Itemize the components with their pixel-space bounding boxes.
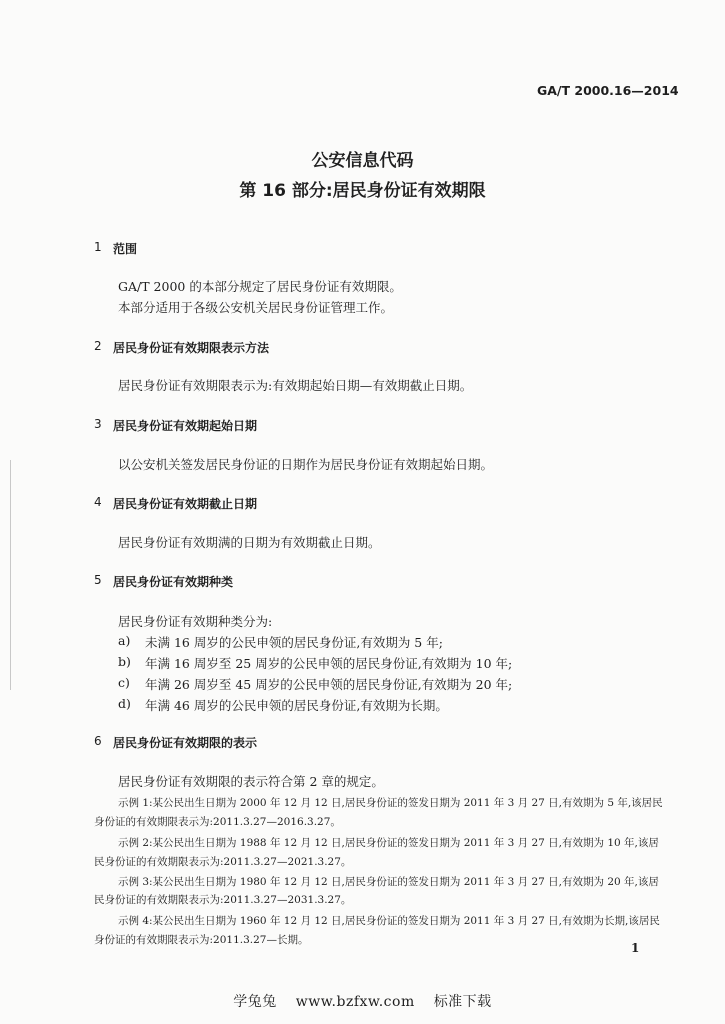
example-2-line-2: 民身份证的有效期限表示为:2011.3.27—2021.3.27。 [94, 856, 352, 868]
section-5-paragraph-1: 居民身份证有效期种类分为: [118, 614, 273, 629]
example-4-line-1: 示例 4:某公民出生日期为 1960 年 12 月 12 日,居民身份证的签发日期为 2011 年 3 月 27 日,有效期为长期,该居民 [118, 915, 660, 927]
section-6-number: 6 [94, 734, 102, 748]
example-4-line-2: 身份证的有效期限表示为:2011.3.27—长期。 [94, 934, 309, 946]
list-item-text: 年满 46 周岁的公民申领的居民身份证,有效期为长期。 [145, 698, 448, 713]
footer-tagline: 标准下载 [433, 994, 492, 1010]
section-4-number: 4 [94, 495, 102, 509]
section-6-paragraph-1: 居民身份证有效期限的表示符合第 2 章的规定。 [118, 774, 384, 789]
section-3-paragraph-1: 以公安机关签发居民身份证的日期作为居民身份证有效期起始日期。 [118, 457, 494, 472]
scan-edge-line [10, 460, 11, 690]
section-3-heading: 居民身份证有效期起始日期 [113, 419, 258, 433]
section-5-heading: 居民身份证有效期种类 [113, 575, 234, 589]
example-3-line-2: 民身份证的有效期限表示为:2011.3.27—2031.3.27。 [94, 894, 352, 906]
footer-url[interactable]: www.bzfxw.com [295, 994, 415, 1010]
list-item-marker: a) [118, 633, 131, 648]
section-1-paragraph-2: 本部分适用于各级公安机关居民身份证管理工作。 [118, 300, 394, 315]
list-item-text: 年满 16 周岁至 25 周岁的公民申领的居民身份证,有效期为 10 年; [145, 656, 513, 671]
section-6-heading: 居民身份证有效期限的表示 [113, 736, 258, 750]
section-2-heading: 居民身份证有效期限表示方法 [113, 341, 270, 355]
list-item-text: 年满 26 周岁至 45 周岁的公民申领的居民身份证,有效期为 20 年; [145, 677, 513, 692]
section-1-number: 1 [94, 240, 102, 254]
section-2-paragraph-1: 居民身份证有效期限表示为:有效期起始日期—有效期截止日期。 [118, 378, 473, 393]
section-4-paragraph-1: 居民身份证有效期满的日期为有效期截止日期。 [118, 535, 381, 550]
example-1-line-2: 身份证的有效期限表示为:2011.3.27—2016.3.27。 [94, 816, 341, 828]
list-item-marker: c) [118, 675, 130, 690]
standard-code: GA/T 2000.16—2014 [537, 83, 679, 98]
section-1-heading: 范围 [113, 242, 138, 256]
section-1-paragraph-1: GA/T 2000 的本部分规定了居民身份证有效期限。 [118, 279, 402, 294]
section-5-number: 5 [94, 573, 102, 587]
list-item-marker: d) [118, 696, 131, 711]
example-2-line-1: 示例 2:某公民出生日期为 1988 年 12 月 12 日,居民身份证的签发日期为 2011 年 3 月 27 日,有效期为 10 年,该居 [118, 837, 659, 849]
document-title: 公安信息代码 [311, 151, 414, 171]
section-4-heading: 居民身份证有效期截止日期 [113, 497, 258, 511]
document-subtitle: 第 16 部分:居民身份证有效期限 [239, 181, 486, 201]
section-3-number: 3 [94, 417, 102, 431]
footer-site-name: 学兔兔 [233, 994, 277, 1010]
list-item-text: 未满 16 周岁的公民申领的居民身份证,有效期为 5 年; [145, 635, 443, 650]
page-number: 1 [631, 941, 640, 955]
example-1-line-1: 示例 1:某公民出生日期为 2000 年 12 月 12 日,居民身份证的签发日期为 2011 年 3 月 27 日,有效期为 5 年,该居民 [118, 797, 663, 809]
example-3-line-1: 示例 3:某公民出生日期为 1980 年 12 月 12 日,居民身份证的签发日期为 2011 年 3 月 27 日,有效期为 20 年,该居 [118, 876, 659, 888]
footer-watermark [0, 991, 725, 1011]
section-2-number: 2 [94, 339, 102, 353]
list-item-marker: b) [118, 654, 131, 669]
